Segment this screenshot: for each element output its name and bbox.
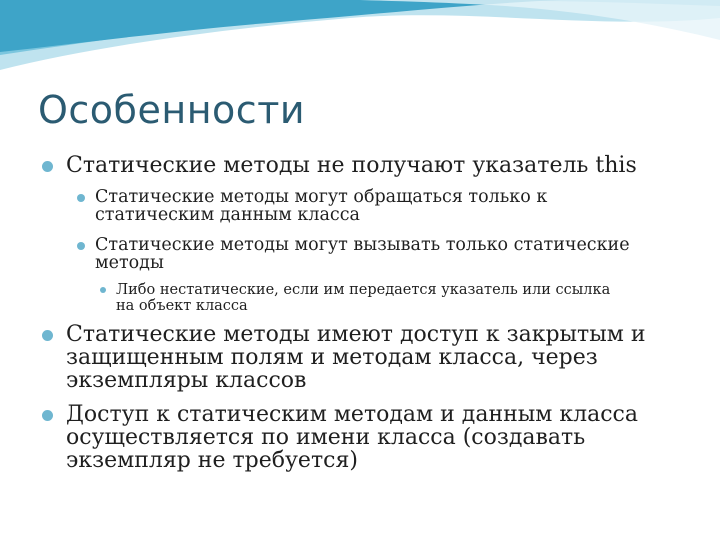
bullet-dot-icon <box>77 194 85 202</box>
bullet-text: Доступ к статическим методам и данным класса осуществляется по имени класса (создавать экземпляр не требуется) <box>66 402 638 473</box>
slide-title: Особенности <box>38 88 306 132</box>
bullet-text: Статические методы имеют доступ к закрытым и защищенным полям и методам класса, через экземпляры классов <box>66 322 646 393</box>
header-wave-decoration <box>0 0 720 80</box>
bullet-dot-icon <box>77 242 85 250</box>
sub-bullet-text: Статические методы могут обращаться только к статическим данным класса <box>95 187 548 225</box>
sub-sub-bullet-text: Либо нестатические, если им передается указатель или ссылка на объект класса <box>116 282 611 314</box>
bullet-dot-icon <box>42 330 53 341</box>
bullet-text: Статические методы не получают указатель this <box>66 153 637 178</box>
bullet-dot-icon <box>42 410 53 421</box>
sub-bullet-text: Статические методы могут вызывать только статические методы <box>95 235 630 273</box>
bullet-dot-icon <box>42 161 53 172</box>
bullet-dot-icon <box>100 287 106 293</box>
